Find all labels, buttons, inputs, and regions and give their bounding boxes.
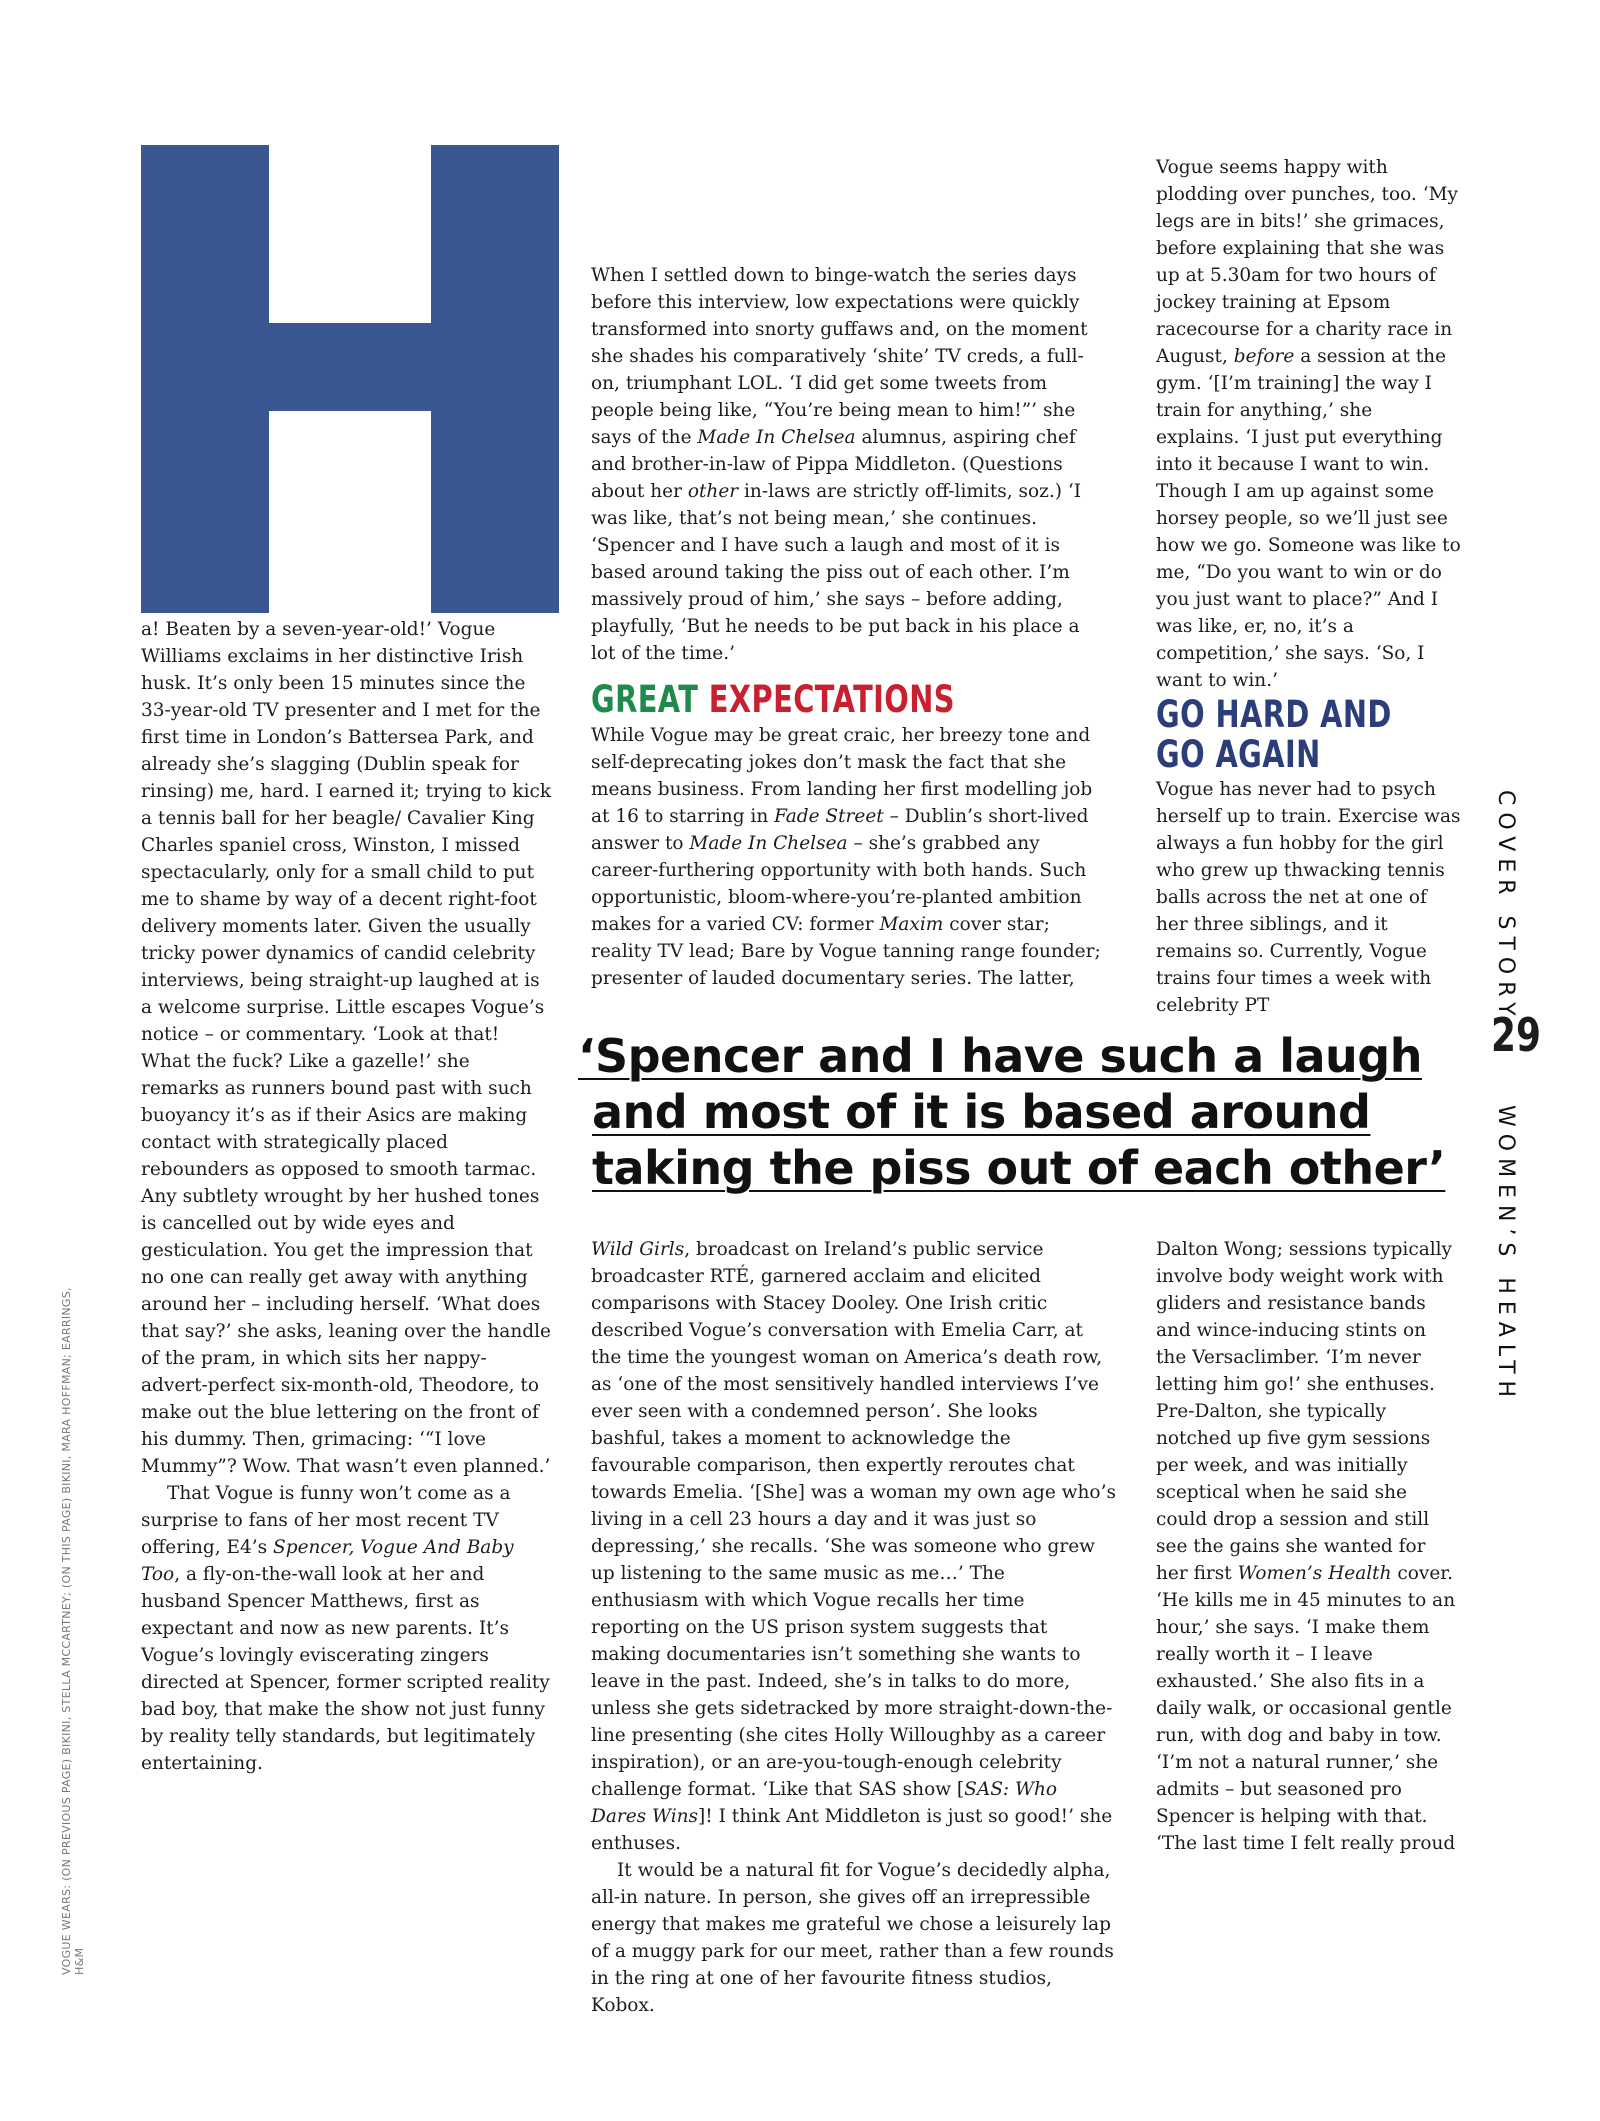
section-heading-go-hard (1156, 695, 1392, 775)
pull-quote-line-3: taking the piss out of each other’ (592, 1141, 1446, 1195)
section-label: COVER STORY (1493, 790, 1518, 1023)
heading-part-2: EXPECTATIONS (708, 678, 955, 721)
column-2-top (591, 262, 1103, 667)
column-3-top (1156, 154, 1461, 694)
photo-credit: VOGUE WEARS: (ON PREVIOUS PAGE) BIKINI, STELLA MCCARTNEY; (ON THIS PAGE) BIKINI, MARA HOFFMAN; EARRINGS, H&M (60, 1287, 86, 1975)
paragraph: It would be a natural fit for Vogue’s decidedly alpha, all-in nature. In person, she gives off an irrepressible energy that makes me grateful we chose a leisurely lap of a muggy park for our meet, rather than a few rounds in the ring at one of her favourite fitness studios, Kobox. (591, 1860, 1114, 2016)
heading-line-2: GO AGAIN (1156, 733, 1321, 776)
page-number: 29 (1491, 1008, 1541, 1062)
column-1 (141, 616, 553, 1777)
column-3-middle (1156, 776, 1461, 1019)
column-2-bottom (591, 1236, 1116, 2019)
paragraph: That Vogue is funny won’t come as a surprise to fans of her most recent TV offering, E4’s Spencer, Vogue And Baby Too, a fly-on-the-wall look at her and husband Spencer Matthews, first as expectant and now as new parents. It’s Vogue’s lovingly eviscerating zingers directed at Spencer, former scripted reality bad boy, that make the show not just funny by reality telly standards, but legitimately entertaining. (141, 1483, 550, 1774)
paragraph: Wild Girls, broadcast on Ireland’s public service broadcaster RTÉ, garnered acclaim and elicited comparisons with Stacey Dooley. One Irish critic described Vogue’s conversation with Emelia Carr, at the time the youngest woman on America’s death row, as ‘one of the most sensitively handled interviews I’ve ever seen with a condemned person’. She looks bashful, takes a moment to acknowledge the favourable comparison, then expertly reroutes chat towards Emelia. ‘[She] was a woman my own age who’s living in a cell 23 hours a day and it was just so depressing,’ she recalls. ‘She was someone who grew up listening to the same music as me…’ The enthusiasm with which Vogue recalls her time reporting on the US prison system suggests that making documentaries isn’t something she wants to leave in the past. Indeed, she’s in talks to do more, unless she gets sidetracked by more straight-down-the-line presenting (she cites Holly Willoughby as a career inspiration), or an are-you-tough-enough celebrity challenge format. ‘Like that SAS show [SAS: Who Dares Wins]! I think Ant Middleton is just so good!’ she enthuses. (591, 1239, 1116, 1854)
paragraph: a! Beaten by a seven-year-old!’ Vogue Williams exclaims in her distinctive Irish husk. It’s only been 15 minutes since the 33-year-old TV presenter and I met for the first time in London’s Battersea Park, and already she’s slagging (Dublin speak for rinsing) me, hard. I earned it; trying to kick a tennis ball for her beagle/ Cavalier King Charles spaniel cross, Winston, I missed spectacularly, only for a small child to put me to shame by way of a decent right-foot delivery moments later. Given the usually tricky power dynamics of candid celebrity interviews, being straight-up laughed at is a welcome surprise. Little escapes Vogue’s notice – or commentary. ‘Look at that! What the fuck? Like a gazelle!’ she remarks as runners bound past with such buoyancy it’s as if their Asics are making contact with strategically placed rebounders as opposed to smooth tarmac. Any subtlety wrought by her hushed tones is cancelled out by wide eyes and gesticulation. You get the impression that no one can really get away with anything around her – including herself. ‘What does that say?’ she asks, leaning over the handle of the pram, in which sits her nappy-advert-perfect six-month-old, Theodore, to make out the blue lettering on the front of his dummy. Then, grimacing: ‘“I love Mummy”? Wow. That wasn’t even planned.’ (141, 619, 552, 1477)
heading-line-1: GO HARD AND (1156, 693, 1392, 736)
column-2-middle (591, 722, 1103, 992)
section-heading-great-expectations (591, 680, 955, 720)
paragraph: Vogue has never had to psych herself up to train. Exercise was always a fun hobby for the girl who grew up thwacking tennis balls across the net at one of her three siblings, and it remains so. Currently, Vogue trains four times a week with celebrity PT (1156, 779, 1461, 1016)
pull-quote-line-2: and most of it is based around (592, 1085, 1371, 1139)
heading-part-1: GREAT (591, 678, 709, 721)
paragraph: Dalton Wong; sessions typically involve body weight work with gliders and resistance bands and wince-inducing stints on the Versaclimber. ‘I’m never letting him go!’ she enthuses. Pre-Dalton, she typically notched up five gym sessions per week, and was initially sceptical when he said she could drop a session and still see the gains she wanted for her first Women’s Health cover. ‘He kills me in 45 minutes to an hour,’ she says. ‘I make them really worth it – I leave exhausted.’ She also fits in a daily walk, or occasional gentle run, with dog and baby in tow. ‘I’m not a natural runner,’ she admits – but seasoned pro Spencer is helping with that. ‘The last time I felt really proud (1156, 1239, 1456, 1854)
paragraph: While Vogue may be great craic, her breezy tone and self-deprecating jokes don’t mask the fact that she means business. From landing her first modelling job at 16 to starring in Fade Street – Dublin’s short-lived answer to Made In Chelsea – she’s grabbed any career-furthering opportunity with both hands. Such opportunistic, bloom-where-you’re-planted ambition makes for a varied CV: former Maxim cover star; reality TV lead; Bare by Vogue tanning range founder; presenter of lauded documentary series. The latter, (591, 725, 1101, 989)
magazine-name: WOMEN’S HEALTH (1493, 1105, 1518, 1405)
paragraph: When I settled down to binge-watch the series days before this interview, low expectations were quickly transformed into snorty guffaws and, on the moment she shades his comparatively ‘shite’ TV creds, a full-on, triumphant LOL. ‘I did get some tweets from people being like, “You’re being mean to him!”’ she says of the Made In Chelsea alumnus, aspiring chef and brother-in-law of Pippa Middleton. (Questions about her other in-laws are strictly off-limits, soz.) ‘I was like, that’s not being mean,’ she continues. ‘Spencer and I have such a laugh and most of it is based around taking the piss out of each other. I’m massively proud of him,’ she says – before adding, playfully, ‘But he needs to be put back in his place a lot of the time.’ (591, 265, 1088, 664)
pull-quote-line-1: ‘Spencer and I have such a laugh (578, 1029, 1422, 1083)
drop-cap-letter (141, 145, 559, 613)
pull-quote (578, 1028, 1458, 1196)
paragraph: Vogue seems happy with plodding over punches, too. ‘My legs are in bits!’ she grimaces, before explaining that she was up at 5.30am for two hours of jockey training at Epsom racecourse for a charity race in August, before a session at the gym. ‘[I’m training] the way I train for anything,’ she explains. ‘I just put everything into it because I want to win. Though I am up against some horsey people, so we’ll just see how we go. Someone was like to me, “Do you want to win or do you just want to place?” And I was like, er, no, it’s a competition,’ she says. ‘So, I want to win.’ (1156, 157, 1461, 691)
column-3-bottom (1156, 1236, 1461, 1857)
